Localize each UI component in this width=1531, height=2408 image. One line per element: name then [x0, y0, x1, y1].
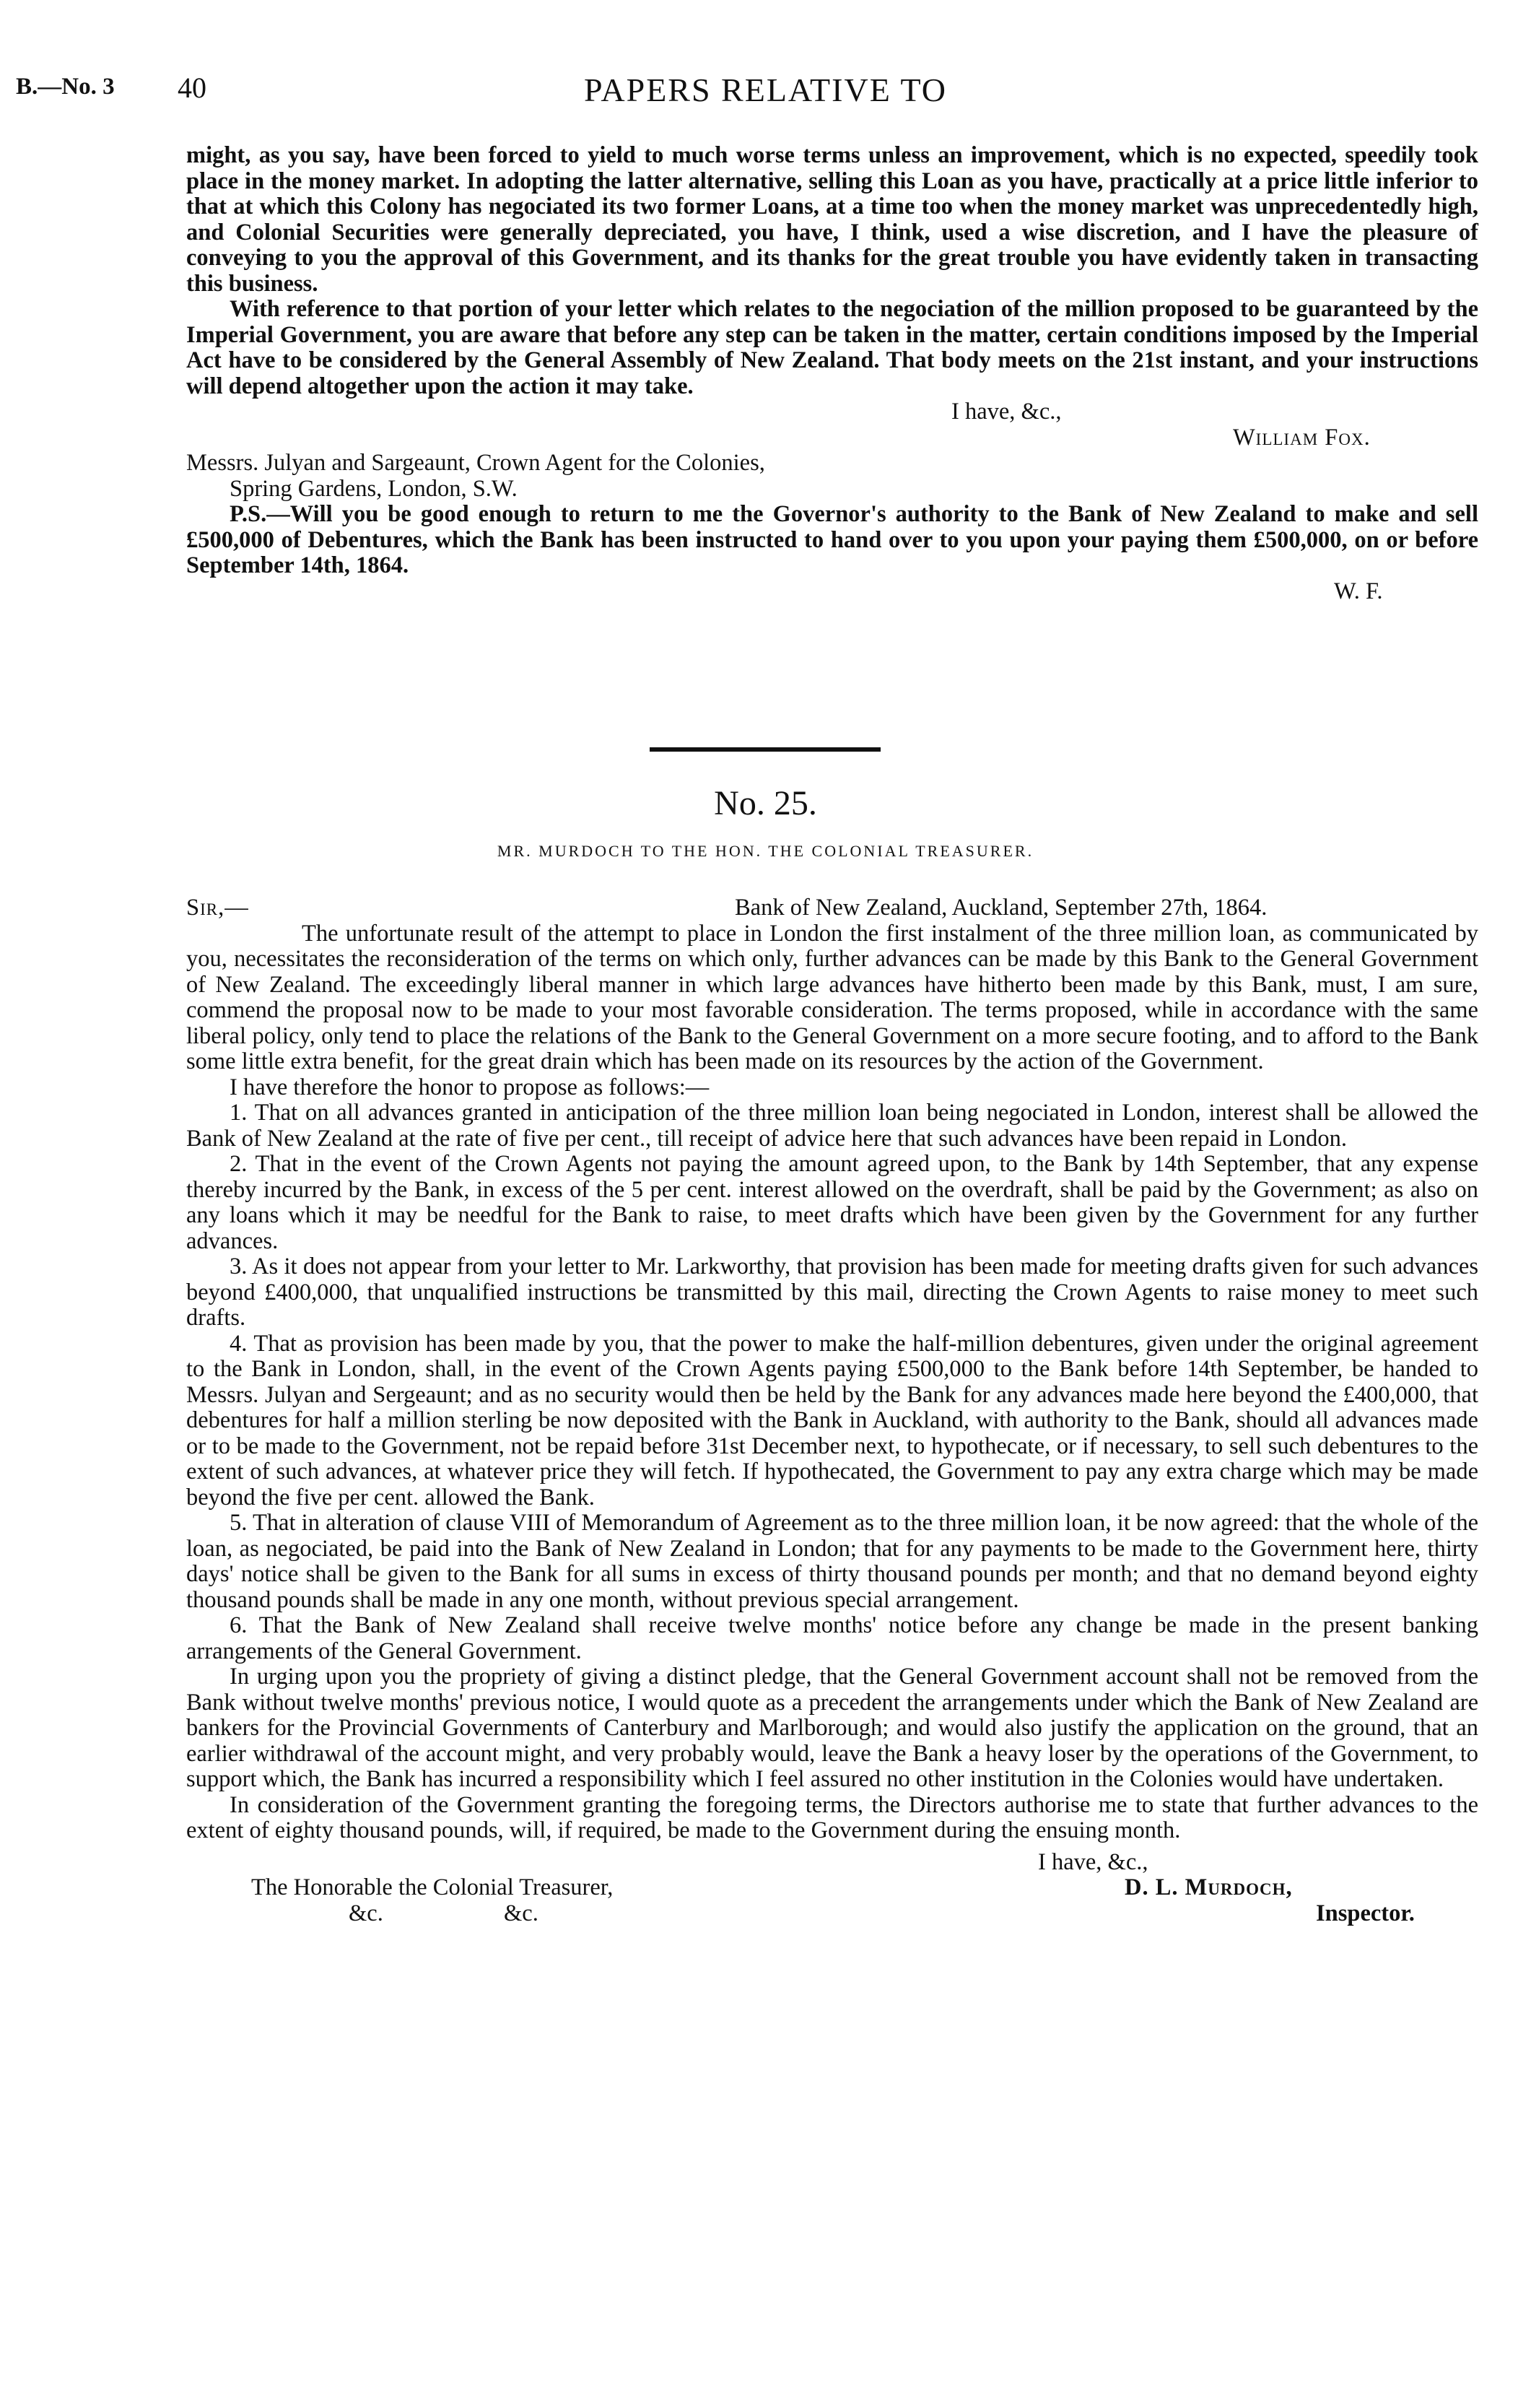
page-title: PAPERS RELATIVE TO: [584, 71, 947, 108]
addressee-line: The Honorable the Colonial Treasurer,: [251, 1874, 614, 1900]
dateline: Bank of New Zealand, Auckland, September 27th, 1864.: [735, 895, 1268, 921]
addressee-line: Spring Gardens, London, S.W.: [230, 475, 518, 502]
closing-phrase: I have, &c.,: [951, 399, 1062, 425]
signature-title: Inspector.: [1316, 1900, 1415, 1926]
list-item: 1. That on all advances granted in anticipation of the three million loan being negociated in London, interest shall be allowed the Bank of New Zealand at the rate of five per cent., till receipt of advice here that such advances have been repaid in London.: [186, 1100, 1478, 1152]
postscript-initials: W. F.: [1334, 578, 1383, 604]
closing-line: [186, 1850, 1478, 1876]
paper-reference: B.—No. 3: [16, 74, 115, 100]
addressee-etc: &c.: [349, 1900, 383, 1926]
closing-phrase: I have, &c.,: [1038, 1848, 1148, 1875]
signature: D. L. Murdoch,: [1125, 1874, 1293, 1900]
paragraph: might, as you say, have been forced to yield to much worse terms unless an improvement, which is no expected, speedily took place in the money market. In adopting the latter alternative, selling this Loan as you have, practically at a price little inferior to that at which this Colony has negociated its two former Loans, at a time too when the money market was unprecedentedly high, and Colonial Securities were generally depreciated, you have, I think, used a wise discretion, and I have the pleasure of conveying to you the approval of this Government, and its thanks for the great trouble you have evidently taken in transacting this business.: [186, 142, 1478, 297]
salutation: Sir,—: [186, 895, 249, 921]
document-subtitle: MR. MURDOCH TO THE HON. THE COLONIAL TREASURER.: [497, 842, 1034, 860]
paragraph: The unfortunate result of the attempt to place in London the first instalment of the three million loan, as communicated by you, necessitates the reconsideration of the terms on which only, further advances can be made by this Bank to the General Government of New Zealand. The exceedingly liberal manner in which large advances have hitherto been made by this Bank, must, I am sure, commend the proposal now to be made to your most favorable consideration. The terms proposed, while in accordance with the same liberal policy, only tend to place the relations of the Bank to the General Government on a more secure footing, and to afford to the Bank some little extra benefit, for the great drain which has been made on its resources by the action of the Government.: [186, 920, 1478, 1074]
paragraph: With reference to that portion of your letter which relates to the negociation of the million proposed to be guaranteed by the Imperial Government, you are aware that before any step can be taken in the matter, certain conditions imposed by the Imperial Act have to be considered by the General Assembly of New Zealand. That body meets on the 21st instant, and your instructions will depend altogether upon the action it may take.: [186, 296, 1478, 399]
list-item: 6. That the Bank of New Zealand shall receive twelve months' notice before any change be made in the present banking arrangements of the General Government.: [186, 1612, 1478, 1664]
addressee-line: Messrs. Julyan and Sargeaunt, Crown Agent for the Colonies,: [186, 450, 765, 476]
addressee-etc: &c.: [504, 1900, 538, 1926]
addressee-etc-line: [186, 1901, 1478, 1927]
list-item: 3. As it does not appear from your letter to Mr. Larkworthy, that provision has been made for meeting drafts given for such advances beyond £400,000, that unqualified instructions be transmitted by this mail, directing the Crown Agents to raise money to meet such drafts.: [186, 1253, 1478, 1331]
letter-murdoch: [186, 895, 1478, 1926]
postscript: P.S.—Will you be good enough to return to me the Governor's authority to the Bank of New Zealand to make and sell £500,000 of Debentures, which the Bank has been instructed to hand over to you upon your paying them £500,000, on or before September 14th, 1864.: [186, 501, 1478, 578]
section-divider: [650, 747, 881, 752]
list-item: 5. That in alteration of clause VIII of Memorandum of Agreement as to the three million loan, it be now agreed: that the whole of the loan, as negociated, be paid into the Bank of New Zealand in London; that for any payments to be made to the Government here, thirty days' notice shall be given to the Bank for all sums in excess of thirty thousand pounds per month; and that no demand beyond eighty thousand pounds shall be made in any one month, without previous special arrangement.: [186, 1510, 1478, 1613]
paragraph: In consideration of the Government granting the foregoing terms, the Directors authorise me to state that further advances to the extent of eighty thousand pounds, will, if required, be made to the Government during the ensuing month.: [186, 1791, 1478, 1843]
paragraph: I have therefore the honor to propose as follows:—: [230, 1074, 710, 1100]
list-item: 2. That in the event of the Crown Agents not paying the amount agreed upon, to the Bank by 14th September, that any expense thereby incurred by the Bank, in excess of the 5 per cent. interest allowed on the overdraft, shall be paid by the Government; as also on any loans which it may be needful for the Bank to raise, to meet drafts which have been given by the Government for any further advances.: [186, 1151, 1478, 1254]
running-header: [0, 71, 1531, 114]
list-item: 4. That as provision has been made by you, that the power to make the half-million debentures, given under the original agreement to the Bank in London, shall, in the event of the Crown Agents paying £500,000 to the Bank before 14th September, be handed to Messrs. Julyan and Sergeaunt; and as no security would then be held by the Bank for any advances made here beyond the £400,000, that debentures for half a million sterling be now deposited with the Bank in Auckland, with authority to the Bank, should all advances made or to be made to the Government, not be repaid before 31st December next, to hypothecate, or if necessary, to sell such debentures to the extent of such advances, at whatever price they will fetch. If hypothecated, the Government to pay any extra charge which may be made beyond the five per cent. allowed the Bank.: [186, 1330, 1478, 1511]
document-number: No. 25.: [714, 784, 817, 822]
signature: William Fox.: [1233, 424, 1371, 451]
addressee-signature-line: [186, 1875, 1478, 1901]
postscript-initials-line: [186, 579, 1478, 605]
letter-fox-continuation: [186, 143, 1478, 604]
salutation-line: [186, 895, 1478, 921]
page-number: 40: [178, 71, 206, 104]
paragraph: In urging upon you the propriety of giving a distinct pledge, that the General Government account shall not be removed from the Bank without twelve months' previous notice, I would quote as a precedent the arrangements under which the Bank of New Zealand are bankers for the Provincial Governments of Canterbury and Marlborough; and would also justify the application on the ground, that an earlier withdrawal of the account might, and very probably would, leave the Bank a heavy loser by the operations of the Government, to support which, the Bank has incurred a responsibility which I feel assured no other institution in the Colonies would have undertaken.: [186, 1664, 1478, 1792]
signature-line: [186, 425, 1478, 451]
closing-line: [186, 399, 1478, 425]
